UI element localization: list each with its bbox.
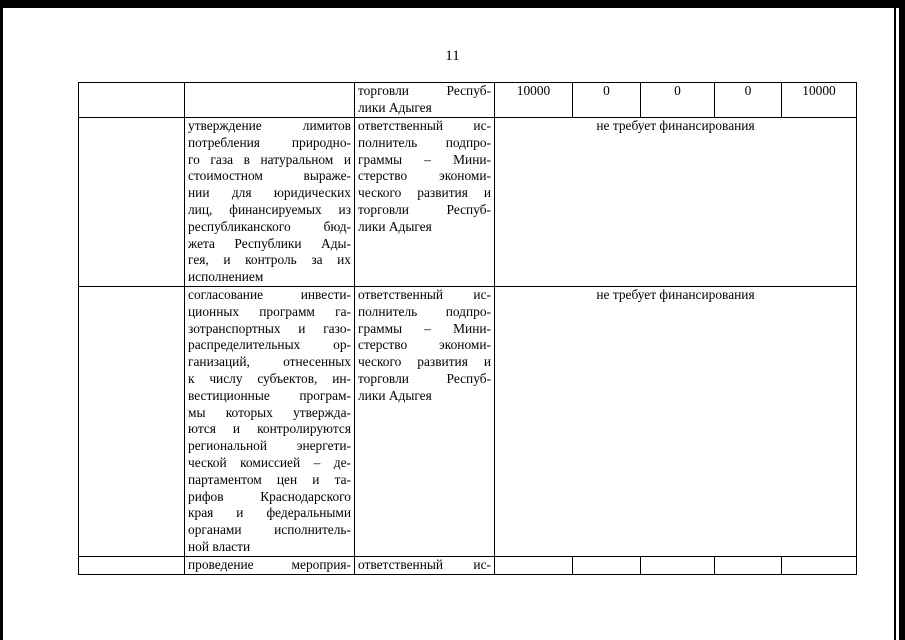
- cell-year-1: [573, 556, 641, 574]
- activity-line: согласование инвести-: [188, 286, 351, 302]
- cell-year-1: 0: [573, 83, 641, 118]
- activity-line: мы которых утвержда-: [188, 404, 351, 420]
- table-row: [79, 556, 857, 574]
- scan-border-left: [0, 0, 3, 640]
- executor-line: граммы – Мини-: [358, 320, 491, 336]
- cell-executor: [355, 83, 495, 118]
- funding-note: не требует финансирования: [495, 286, 857, 556]
- cell-executor: [355, 118, 495, 287]
- table-row: [79, 286, 857, 556]
- activity-line: исполнением: [188, 269, 264, 285]
- activity-line: края и федеральными: [188, 505, 351, 521]
- executor-line: торговли Респуб-: [358, 201, 491, 217]
- cell-year-2: 0: [641, 83, 715, 118]
- scan-border-right: [899, 0, 905, 640]
- activity-line: ческой комиссией – де-: [188, 454, 351, 470]
- cell-year-3: [715, 556, 782, 574]
- executor-line: полнитель подпро-: [358, 303, 491, 319]
- activity-line: нии для юридических: [188, 185, 351, 201]
- executor-line: полнитель подпро-: [358, 134, 491, 150]
- activity-line: гея, и контроль за их: [188, 252, 351, 268]
- executor-line: лики Адыгея: [358, 218, 432, 234]
- activity-line: республиканского бюд-: [188, 218, 351, 234]
- executor-line: граммы – Мини-: [358, 151, 491, 167]
- executor-line: ответственный ис-: [358, 556, 491, 572]
- executor-line: лики Адыгея: [358, 99, 432, 115]
- executor-line: ответственный ис-: [358, 118, 491, 133]
- activity-line: жета Республики Ады-: [188, 235, 351, 251]
- cell-activity: [185, 286, 355, 556]
- cell-source: [782, 556, 857, 574]
- cell-year-3: 0: [715, 83, 782, 118]
- activity-line: проведение мероприя-: [188, 556, 351, 572]
- cell-executor: [355, 556, 495, 574]
- funding-note: не требует финансирования: [495, 118, 857, 287]
- cell-year-2: [641, 556, 715, 574]
- cell-activity: [185, 556, 355, 574]
- activity-line: потребления природно-: [188, 134, 351, 150]
- cell-executor: [355, 286, 495, 556]
- activity-line: вестиционные програм-: [188, 387, 351, 403]
- cell-activity: [185, 83, 355, 118]
- activity-line: утверждение лимитов: [188, 118, 351, 133]
- activity-line: региональной энергети-: [188, 438, 351, 454]
- activity-line: партаментом цен и та-: [188, 471, 351, 487]
- executor-line: ческого развития и: [358, 354, 491, 370]
- activity-line: рифов Краснодарского: [188, 488, 351, 504]
- cell-number: [79, 118, 185, 287]
- cell-source: 10000: [782, 83, 857, 118]
- table-row: [79, 118, 857, 287]
- activity-line: лиц, финансируемых из: [188, 201, 351, 217]
- activity-line: к числу субъектов, ин-: [188, 370, 351, 386]
- cell-number: [79, 556, 185, 574]
- executor-line: стерство экономи-: [358, 337, 491, 353]
- activity-line: ной власти: [188, 538, 251, 554]
- executor-line: ческого развития и: [358, 185, 491, 201]
- executor-line: ответственный ис-: [358, 286, 491, 302]
- activity-line: органами исполнитель-: [188, 522, 351, 538]
- activity-line: стоимостном выраже-: [188, 168, 351, 184]
- page-number: 11: [445, 48, 460, 64]
- activity-line: зотранспортных и газо-: [188, 320, 351, 336]
- scan-border-right-inner: [894, 0, 896, 640]
- executor-line: лики Адыгея: [358, 387, 432, 403]
- cell-number: [79, 286, 185, 556]
- executor-line: торговли Респуб-: [358, 370, 491, 386]
- scan-border-top: [0, 0, 905, 8]
- activity-line: ционных программ га-: [188, 303, 351, 319]
- activity-line: распределительных ор-: [188, 337, 351, 353]
- activity-line: го газа в натуральном и: [188, 151, 351, 167]
- cell-activity: [185, 118, 355, 287]
- program-table: [78, 82, 857, 575]
- cell-number: [79, 83, 185, 118]
- executor-line: стерство экономи-: [358, 168, 491, 184]
- activity-line: ганизаций, отнесенных: [188, 354, 351, 370]
- cell-total: [495, 556, 573, 574]
- executor-line: торговли Респуб-: [358, 83, 491, 98]
- table-row: [79, 83, 857, 118]
- activity-line: ются и контролируются: [188, 421, 351, 437]
- cell-total: 10000: [495, 83, 573, 118]
